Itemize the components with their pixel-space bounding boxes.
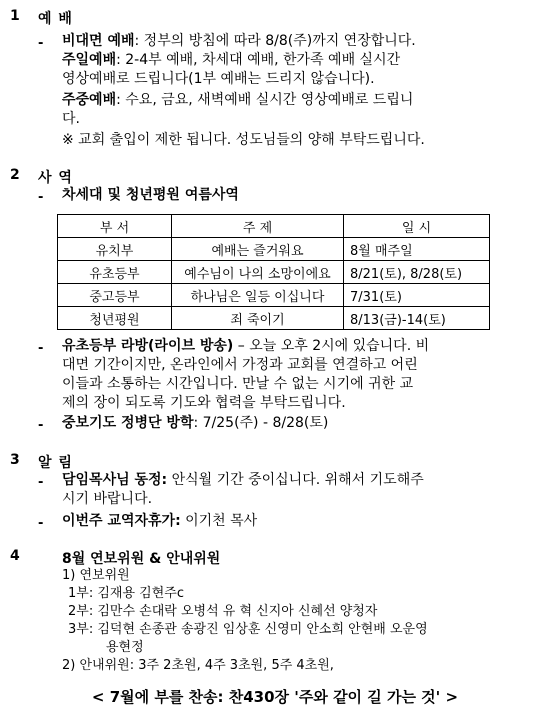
vacation-label: 이번주 교역자휴가: [62,513,181,529]
bullet-dash: - [38,418,44,433]
bullet-dash: - [38,516,44,531]
section-1-number: 1 [10,8,21,24]
live-text-2: 대면 기간이지만, 온라인에서 가정과 교회를 연결하고 어린 [62,357,418,373]
row-date: 7/31(토) [344,284,490,307]
bullet-dash: - [38,36,44,51]
row-theme: 예배는 즐거워요 [172,238,344,261]
summer-ministry-heading: 차세대 및 청년평원 여름사역 [62,187,239,203]
row-dept: 중고등부 [58,284,172,307]
row-theme: 죄 죽이기 [172,307,344,330]
header-date: 일 시 [344,215,490,238]
table-header-row [58,215,490,238]
header-dept: 부 서 [58,215,172,238]
sunday-text-1: : 2-4부 예배, 차세대 예배, 한가족 예배 실시간 [116,52,401,68]
pastor-line-1 [62,471,424,490]
table-row [58,284,490,307]
table-row [58,261,490,284]
offering-heading: 1) 연보위원 [62,568,130,583]
access-note: ※ 교회 출입이 제한 됩니다. 성도님들의 양해 부탁드립니다. [62,132,425,148]
hymn-footer: < 7월에 부를 찬송: 찬430장 '주와 같이 길 가는 것' > [91,688,459,706]
vacation-line [62,512,257,531]
section-3-number: 3 [10,452,21,468]
section-1-title: 예 배 [38,11,73,27]
worship-text: : 정부의 방침에 따라 8/8(주)까지 연장합니다. [134,33,416,49]
row-dept: 유치부 [58,238,172,261]
offering-row-2: 2부: 김만수 손대락 오병석 유 혁 신지아 신혜선 양청자 [68,604,378,619]
row-date: 8월 매주일 [344,238,490,261]
pastor-text-2: 시기 바랍니다. [62,491,153,507]
prayer-break-label: 중보기도 정병단 방학 [62,415,194,431]
offering-row-3: 3부: 김덕현 손종관 송광진 임상훈 신영미 안소희 안현배 오운영 [68,622,428,637]
live-line-1 [62,337,429,356]
live-text-3: 이들과 소통하는 시간입니다. 만날 수 없는 시기에 귀한 교 [62,376,414,392]
worship-line-1 [62,32,416,51]
prayer-break-line [62,414,328,433]
section-4-number: 4 [10,548,21,564]
section-4-title: 8월 연보위원 & 안내위원 [62,551,221,567]
weekday-label: 주중예배 [62,92,117,108]
summer-schedule-table [57,214,490,330]
header-theme: 주 제 [172,215,344,238]
sunday-label: 주일예배 [62,52,117,68]
row-date: 8/13(금)-14(토) [344,307,490,330]
section-2-title: 사 역 [38,170,73,186]
section-3-title: 알 림 [38,455,73,471]
weekday-text-1: : 수요, 금요, 새벽예배 실시간 영상예배로 드립니 [116,92,414,108]
row-dept: 청년평원 [58,307,172,330]
weekday-text-2: 다. [62,111,80,127]
section-2-number: 2 [10,167,21,183]
weekday-line-1 [62,91,413,110]
sunday-text-2: 영상예배로 드립니다(1부 예배는 드리지 않습니다). [62,71,375,87]
row-date: 8/21(토), 8/28(토) [344,261,490,284]
live-text-4: 제의 장이 되도록 기도와 협력을 부탁드립니다. [62,395,346,411]
bullet-dash: - [38,341,44,356]
worship-label: 비대면 예배 [62,33,135,49]
vacation-text: 이기천 목사 [180,513,258,529]
offering-row-3-cont: 용현정 [106,640,144,655]
prayer-break-text: : 7/25(주) - 8/28(토) [193,415,329,431]
live-text-1: – 오늘 오후 2시에 있습니다. 비 [233,338,430,354]
live-label: 유초등부 라방(라이브 방송) [62,338,234,354]
usher-line: 2) 안내위원: 3주 2초원, 4주 3초원, 5주 4초원, [62,658,334,673]
row-dept: 유초등부 [58,261,172,284]
bullet-dash: - [38,190,44,205]
pastor-label: 담임목사님 동정: [62,472,168,488]
row-theme: 예수님이 나의 소망이에요 [172,261,344,284]
row-theme: 하나님은 일등 이십니다 [172,284,344,307]
offering-row-1: 1부: 김재용 김현주c [68,586,184,601]
pastor-text-1: 안식월 기간 중이십니다. 위해서 기도해주 [167,472,424,488]
sunday-line-1 [62,51,400,70]
table-row [58,238,490,261]
table-row [58,307,490,330]
bullet-dash: - [38,475,44,490]
